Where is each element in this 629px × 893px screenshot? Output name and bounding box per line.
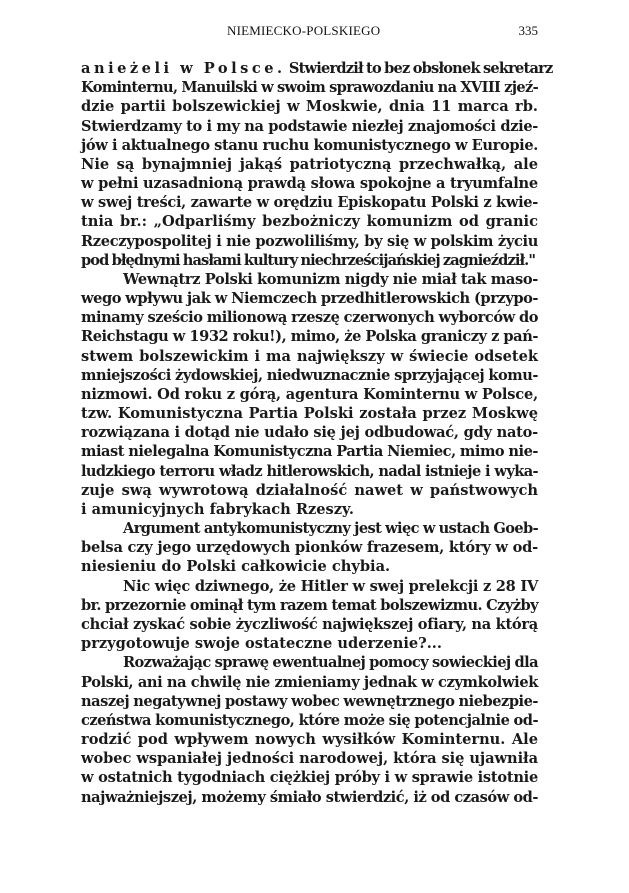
text-line: minamy sześcio milionową rzeszę czerwonych wyborców do <box>81 309 538 327</box>
page-number: 335 <box>518 23 538 38</box>
paragraph-lines <box>81 78 538 807</box>
text-line: br. przezornie ominął tym razem temat bolszewizmu. Czyżby <box>81 596 538 614</box>
text-line: i amunicyjnych fabrykach Rzeszy. <box>81 500 354 518</box>
text-line: najważniejszej, możemy śmiało stwierdzić, iż od czasów od- <box>81 788 538 806</box>
text-line: belsa czy jego urzędowych pionków frazesem, który w od- <box>81 539 538 557</box>
text-line: niesieniu do Polski całkowicie chybia. <box>81 558 391 576</box>
text-line: dzie partii bolszewickiej w Moskwie, dnia 11 marca rb. <box>81 98 538 116</box>
text-line: naszej negatywnej postawy wobec wewnętrznego niebezpie- <box>81 692 538 710</box>
text-line: wego wpływu jak w Niemczech przedhitlerowskich (przypo- <box>81 290 538 308</box>
text-line: rodzić pod wpływem nowych wysiłków Kominternu. Ale <box>81 731 538 749</box>
text-line: mniejszości żydowskiej, niedwuznacznie sprzyjającej komu- <box>81 366 538 384</box>
text-line <box>81 59 553 78</box>
paragraph-first-line: Rozważając sprawę ewentualnej pomocy sowieckiej dla <box>123 654 538 672</box>
text-line: w pełni uzasadnioną prawdą słowa spokojne a tryumfalne <box>81 175 538 193</box>
text-line: tnia br.: „Odparliśmy bezbożniczy komunizm od granic <box>81 213 538 231</box>
running-title: NIEMIECKO-POLSKIEGO <box>227 23 381 38</box>
text-line: Kominternu, Manuilski w swoim sprawozdaniu na XVIII zjeź- <box>81 79 538 97</box>
text-line: w swej treści, zawarte w orędziu Episkopatu Polski z kwie- <box>81 194 538 212</box>
text-line: miast nielegalna Komunistyczna Partia Niemiec, mimo nie- <box>81 443 538 461</box>
text-line: pod błędnymi hasłami kultury niechrześcijańskiej zagnieździł." <box>81 251 536 269</box>
text-line: stwem bolszewickim i ma największy w świecie odsetek <box>81 347 538 365</box>
text-line: tzw. Komunistyczna Partia Polski została przez Moskwę <box>81 405 538 423</box>
paragraph-first-line: Wewnątrz Polski komunizm nigdy nie miał tak maso- <box>123 270 538 288</box>
line-continuation: Stwierdził to bez obsłonek sekretarz <box>288 60 553 77</box>
text-line: zuje swą wywrotową działalność nawet w państwowych <box>81 481 538 499</box>
text-line: Polski, ani na chwilę nie zmieniamy jednak w czymkolwiek <box>81 673 538 691</box>
spaced-emphasis: anieżeli w Polsce. <box>81 60 286 77</box>
text-line: rozwiązana i dotąd nie udało się jej odbudować, gdy nato- <box>81 424 538 442</box>
body-text <box>81 59 553 807</box>
text-line: Stwierdzamy to i my na podstawie niezłej znajomości dzie- <box>81 117 538 135</box>
text-line: jów i aktualnego stanu ruchu komunistycznego w Europie. <box>81 136 538 154</box>
running-head <box>81 22 538 40</box>
text-line: w ostatnich tygodniach ciężkiej próby i w sprawie istotnie <box>81 769 538 787</box>
paragraph-first-line: Nic więc dziwnego, że Hitler w swej prelekcji z 28 IV <box>123 577 538 595</box>
text-line: nizmowi. Od roku z górą, agentura Kominternu w Polsce, <box>81 385 538 403</box>
text-line: Nie są bynajmniej jakąś patriotyczną przechwałką, ale <box>81 155 538 173</box>
paragraph-first-line: Argument antykomunistyczny jest więc w ustach Goeb- <box>123 520 538 538</box>
text-line: przygotowuje swoje ostateczne uderzenie?... <box>81 635 442 653</box>
text-line: wobec wspaniałej jedności narodowej, która się ujawniła <box>81 750 538 768</box>
text-line: chciał zyskać sobie życzliwość największej ofiary, na którą <box>81 615 538 633</box>
text-line: Rzeczypospolitej i nie pozwoliliśmy, by się w polskim życiu <box>81 232 538 250</box>
text-line: ludzkiego terroru władz hitlerowskich, nadal istnieje i wyka- <box>81 462 538 480</box>
text-line: czeństwa komunistycznego, które może się potencjalnie od- <box>81 711 538 729</box>
text-line: Reichstagu w 1932 roku!), mimo, że Polska graniczy z pań- <box>81 328 538 346</box>
